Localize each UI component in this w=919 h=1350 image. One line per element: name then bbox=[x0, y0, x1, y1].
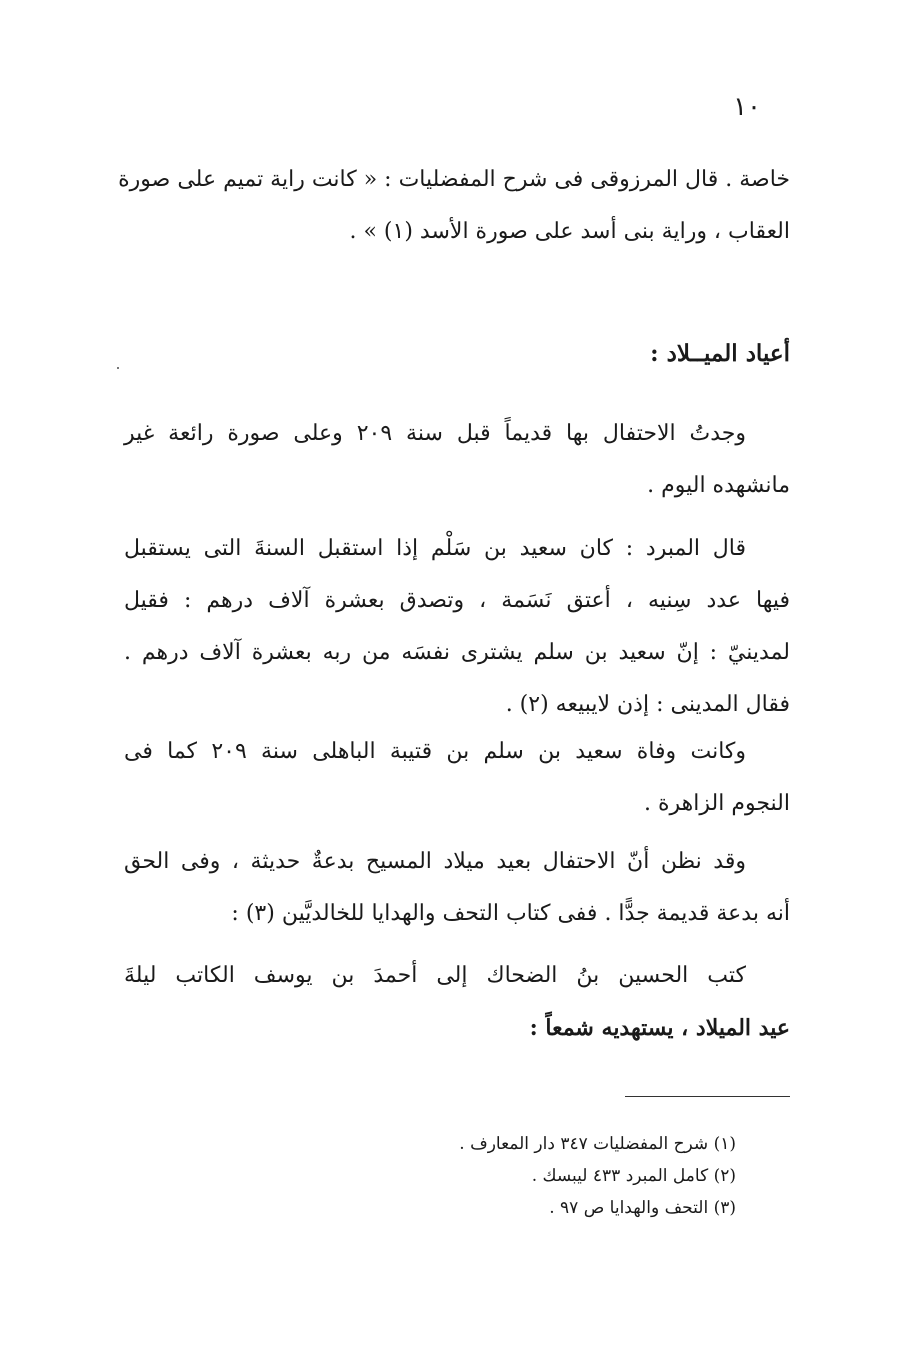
paragraph-line: عيد الميلاد ، يستهديه شمعاً : bbox=[529, 1015, 790, 1041]
page-number: ١٠ bbox=[733, 92, 761, 122]
footnote-3: (٣) التحف والهدايا ص ٩٧ . bbox=[549, 1198, 736, 1218]
paragraph-line: فيها عدد سِنيه ، أعتق نَسَمة ، وتصدق بعشرة آلاف درهم : فقيل bbox=[124, 588, 790, 613]
paragraph-1 bbox=[118, 166, 790, 246]
print-speck bbox=[117, 367, 119, 369]
paragraph-line: أنه بدعة قديمة جدًّا . ففى كتاب التحف والهدايا للخالديَّين (٣) : bbox=[231, 901, 790, 926]
footnote-2: (٢) كامل المبرد ٤٣٣ ليبسك . bbox=[531, 1166, 736, 1186]
paragraph-2 bbox=[124, 420, 790, 500]
paragraph-line: كتب الحسين بنُ الضحاك إلى أحمدَ بن يوسف الكاتب ليلةَ bbox=[124, 963, 746, 988]
paragraph-line: وكانت وفاة سعيد بن سلم بن قتيبة الباهلى سنة ٢٠٩ كما فى bbox=[124, 739, 746, 764]
paragraph-line: مانشهده اليوم . bbox=[647, 473, 790, 498]
paragraph-3 bbox=[124, 535, 790, 719]
footnote-divider bbox=[625, 1096, 790, 1097]
paragraph-line: النجوم الزاهرة . bbox=[644, 791, 790, 816]
paragraph-line: قال المبرد : كان سعيد بن سَلْم إذا استقبل السنةَ التى يستقبل bbox=[124, 536, 746, 561]
section-heading: أعياد الميــلاد : bbox=[650, 340, 790, 367]
paragraph-line: وقد نظن أنّ الاحتفال بعيد ميلاد المسيح بدعةٌ حديثة ، وفى الحق bbox=[124, 849, 746, 874]
paragraph-4 bbox=[124, 738, 790, 818]
paragraph-line: فقال المدينى : إذن لايبيعه (٢) . bbox=[505, 692, 790, 717]
paragraph-line: خاصة . قال المرزوقى فى شرح المفضليات : « كانت راية تميم على صورة bbox=[118, 167, 790, 192]
paragraph-line: وجدتُ الاحتفال بها قديماً قبل سنة ٢٠٩ وعلى صورة رائعة غير bbox=[124, 421, 746, 446]
paragraph-5 bbox=[124, 848, 790, 928]
paragraph-line: لمدينيّ : إنّ سعيد بن سلم يشترى نفسَه من ربه بعشرة آلاف درهم . bbox=[124, 640, 790, 665]
paragraph-6 bbox=[124, 962, 790, 1042]
paragraph-line: العقاب ، وراية بنى أسد على صورة الأسد (١) » . bbox=[349, 219, 790, 244]
footnotes bbox=[459, 1128, 736, 1224]
footnote-1: (١) شرح المفضليات ٣٤٧ دار المعارف . bbox=[459, 1134, 736, 1154]
